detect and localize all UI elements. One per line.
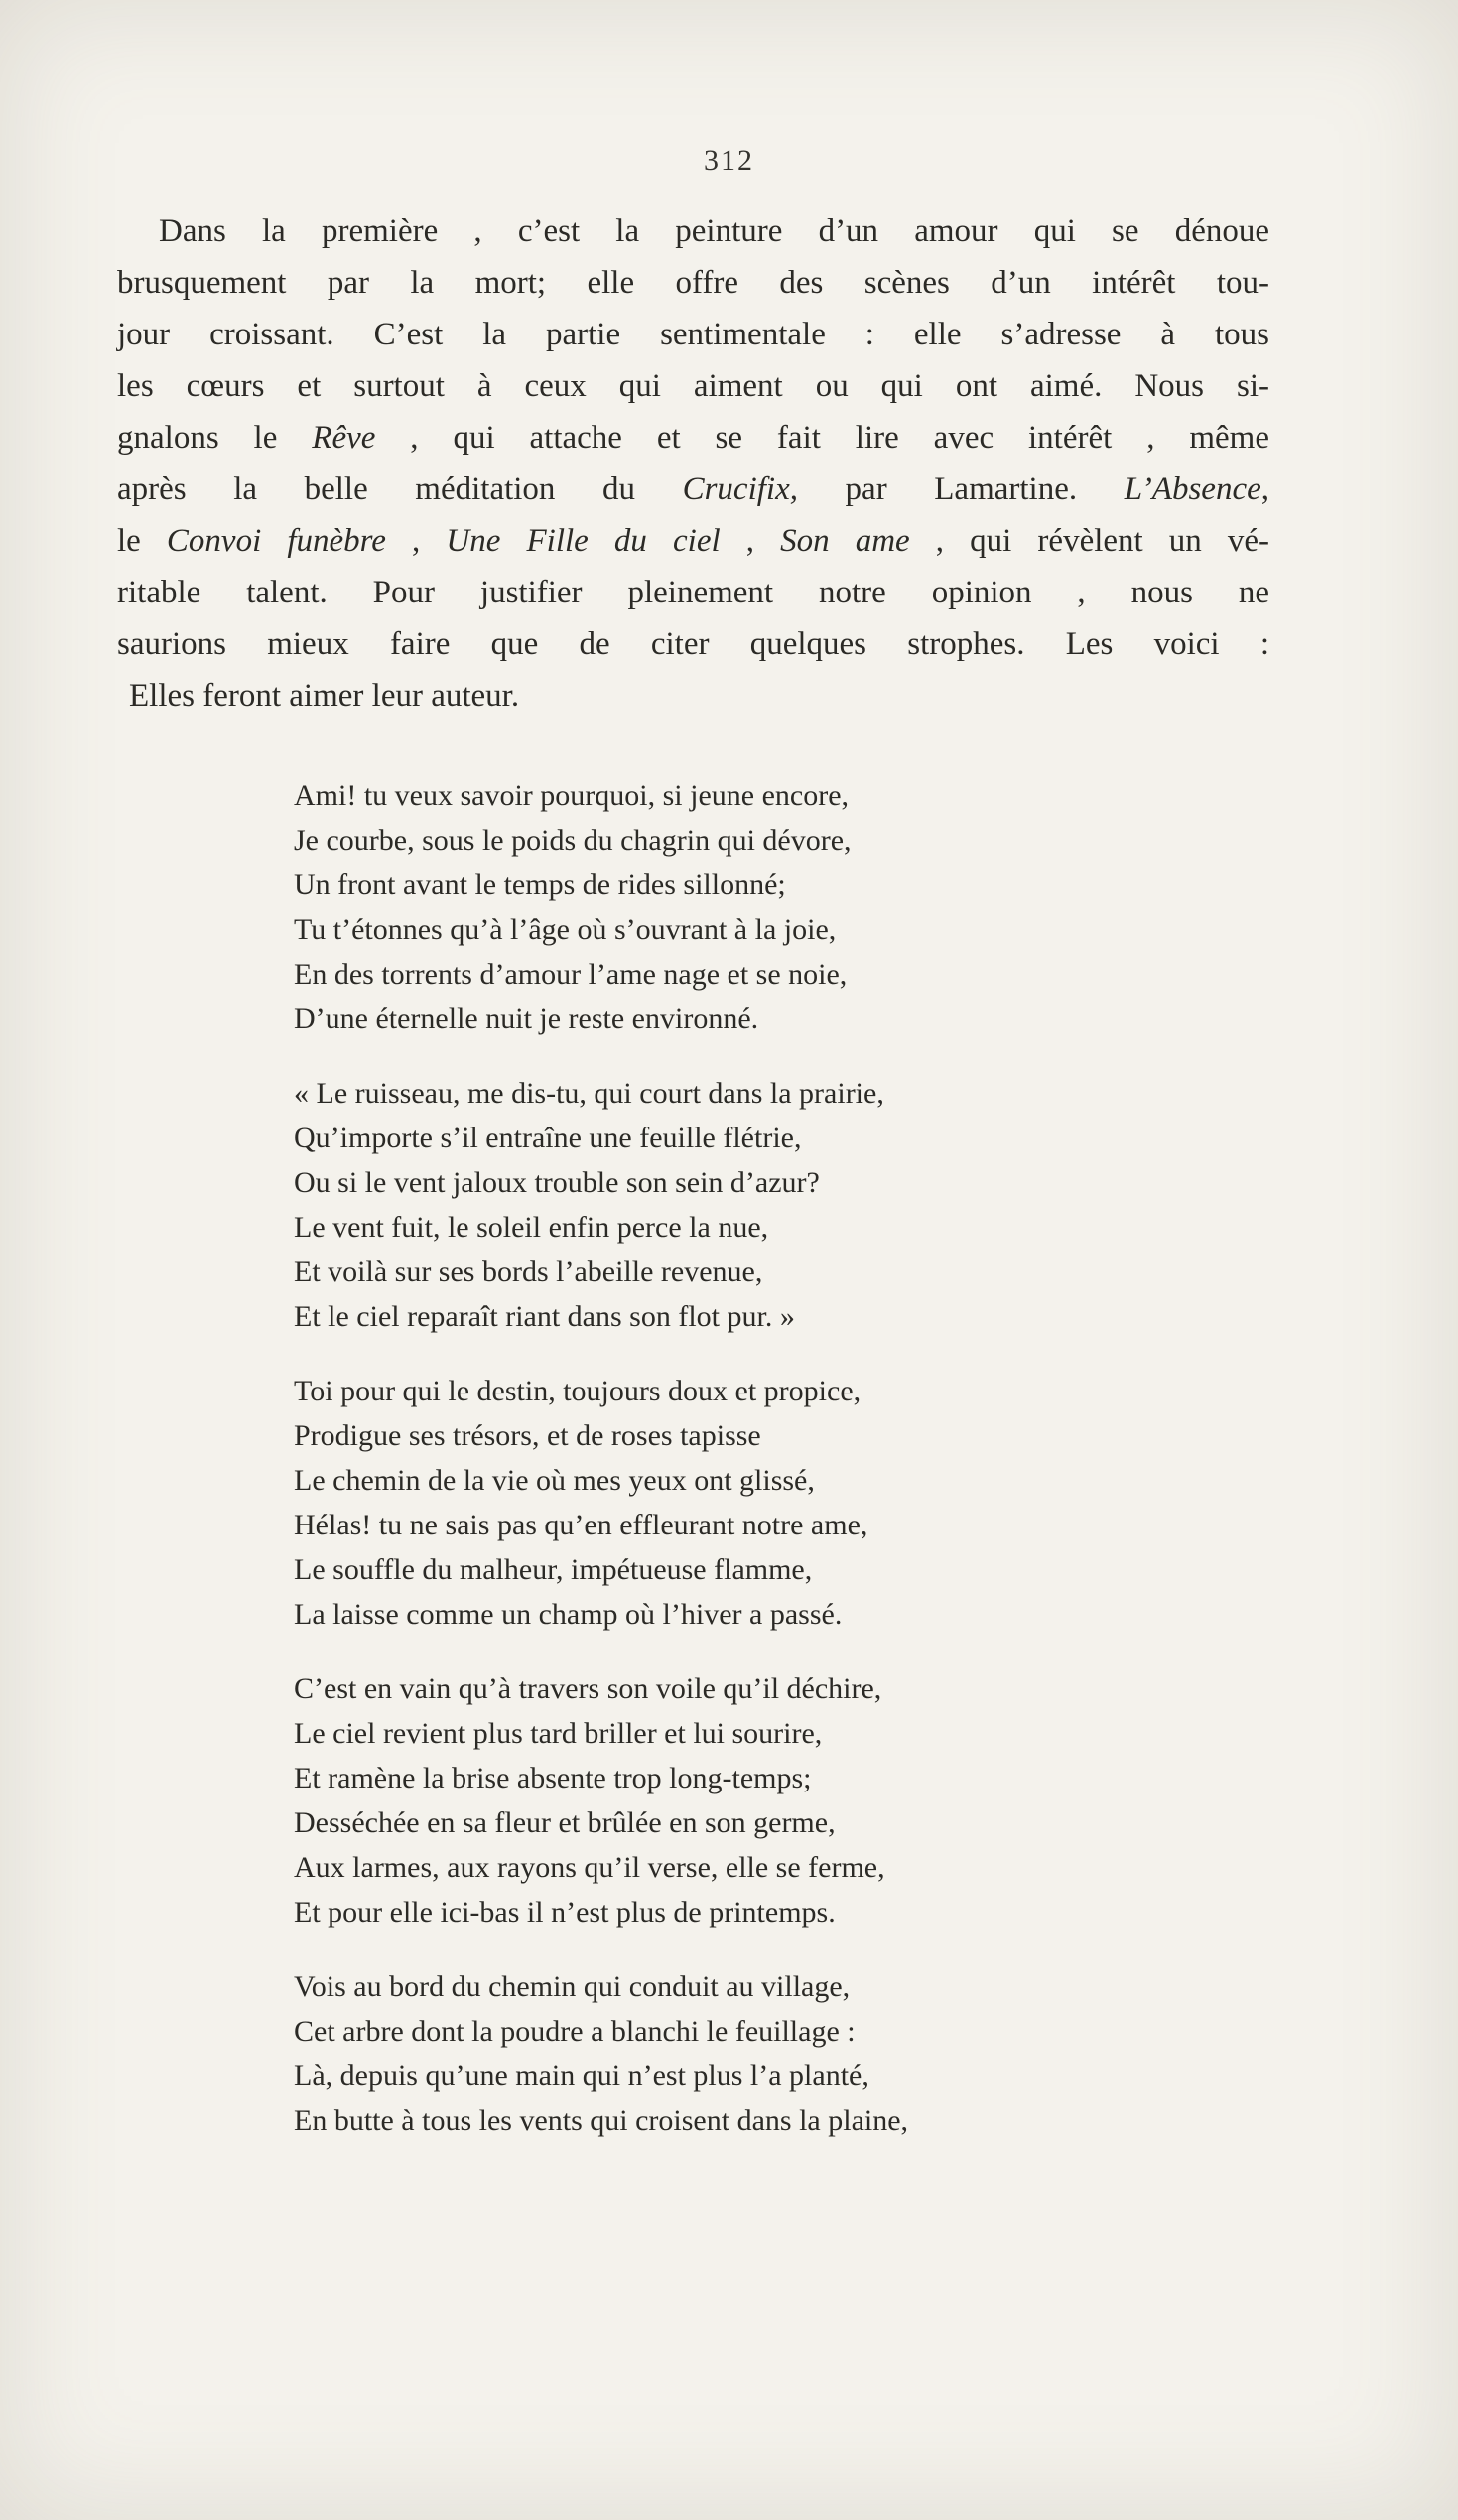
work-title-italic: Son ame xyxy=(780,523,910,559)
prose-line xyxy=(117,618,1269,670)
verse-line: Cet arbre dont la poudre a blanchi le feuillage : xyxy=(294,2015,856,2048)
stanza xyxy=(294,773,1458,1041)
prose-line xyxy=(117,515,1269,567)
verse-line: Ou si le vent jaloux trouble son sein d’azur? xyxy=(294,1166,820,1199)
verse-line: Le vent fuit, le soleil enfin perce la nue, xyxy=(294,1211,769,1244)
verse-line: Toi pour qui le destin, toujours doux et propice, xyxy=(294,1375,862,1407)
verse-line: « Le ruisseau, me dis-tu, qui court dans la prairie, xyxy=(294,1077,884,1110)
prose-text: après la belle méditation du xyxy=(117,471,683,507)
verse-line: Prodigue ses trésors, et de roses tapisse xyxy=(294,1419,761,1452)
prose-text: brusquement par la mort; elle offre des scènes d’un intérêt tou- xyxy=(117,265,1269,301)
prose-text: , xyxy=(720,523,781,559)
work-title-italic: Rêve xyxy=(312,420,376,456)
verse-line: Et voilà sur ses bords l’abeille revenue, xyxy=(294,1256,763,1288)
verse-line: C’est en vain qu’à travers son voile qu’il déchire, xyxy=(294,1672,882,1705)
prose-line xyxy=(117,205,1269,257)
verse-line: Je courbe, sous le poids du chagrin qui dévore, xyxy=(294,824,852,857)
prose-text: Elles feront aimer leur auteur. xyxy=(129,678,520,714)
prose-text: jour croissant. C’est la partie sentimentale : elle s’adresse à tous xyxy=(117,317,1269,352)
prose-line xyxy=(117,464,1269,515)
verse-line: Ami! tu veux savoir pourquoi, si jeune encore, xyxy=(294,779,850,812)
verse-line: Desséchée en sa fleur et brûlée en son germe, xyxy=(294,1806,836,1839)
poem xyxy=(294,773,1458,2143)
work-title-italic: Une Fille du ciel xyxy=(446,523,721,559)
work-title-italic: Crucifix, xyxy=(682,471,798,507)
verse-line: Tu t’étonnes qu’à l’âge où s’ouvrant à la joie, xyxy=(294,913,837,946)
prose-text: Dans la première , c’est la peinture d’un amour qui se dénoue xyxy=(159,213,1269,249)
prose-text: , xyxy=(1260,471,1269,507)
prose-line xyxy=(117,567,1269,618)
verse-line: La laisse comme un champ où l’hiver a passé. xyxy=(294,1598,843,1631)
verse-line: Le souffle du malheur, impétueuse flamme, xyxy=(294,1553,813,1586)
prose-text: par Lamartine. xyxy=(797,471,1125,507)
prose-text: , qui révèlent un vé- xyxy=(909,523,1270,559)
prose-text: gnalons le xyxy=(117,420,313,456)
prose-paragraph xyxy=(117,205,1269,722)
stanza xyxy=(294,1071,1458,1339)
stanza xyxy=(294,1666,1458,1934)
work-title-italic: Convoi funèbre xyxy=(166,523,386,559)
verse-line: Vois au bord du chemin qui conduit au village, xyxy=(294,1970,851,2003)
verse-line: Le ciel revient plus tard briller et lui sourire, xyxy=(294,1717,823,1750)
stanza xyxy=(294,1964,1458,2143)
prose-text: le xyxy=(117,523,167,559)
stanza xyxy=(294,1369,1458,1637)
verse-line: En butte à tous les vents qui croisent dans la plaine, xyxy=(294,2104,909,2137)
prose-text: saurions mieux faire que de citer quelques strophes. Les voici : xyxy=(117,626,1269,662)
verse-line: En des torrents d’amour l’ame nage et se noie, xyxy=(294,958,848,991)
verse-line: Qu’importe s’il entraîne une feuille flétrie, xyxy=(294,1122,802,1154)
verse-line: Le chemin de la vie où mes yeux ont glissé, xyxy=(294,1464,815,1497)
prose-line xyxy=(117,412,1269,464)
verse-line: Et pour elle ici-bas il n’est plus de printemps. xyxy=(294,1896,836,1928)
prose-text: , qui attache et se fait lire avec intérêt , même xyxy=(375,420,1269,456)
prose-text: les cœurs et surtout à ceux qui aiment ou qui ont aimé. Nous si- xyxy=(117,368,1269,404)
verse-line: Et le ciel reparaît riant dans son flot pur. » xyxy=(294,1300,795,1333)
prose-line xyxy=(117,360,1269,412)
verse-line: D’une éternelle nuit je reste environné. xyxy=(294,1002,759,1035)
prose-line xyxy=(117,257,1269,309)
verse-line: Hélas! tu ne sais pas qu’en effleurant notre ame, xyxy=(294,1509,868,1541)
verse-line: Un front avant le temps de rides sillonné; xyxy=(294,868,786,901)
prose-text: ritable talent. Pour justifier pleinement notre opinion , nous ne xyxy=(117,575,1269,610)
verse-line: Aux larmes, aux rayons qu’il verse, elle se ferme, xyxy=(294,1851,885,1884)
verse-line: Là, depuis qu’une main qui n’est plus l’a planté, xyxy=(294,2059,869,2092)
prose-line xyxy=(117,309,1269,360)
prose-line xyxy=(117,670,1269,722)
verse-line: Et ramène la brise absente trop long-temps; xyxy=(294,1762,812,1794)
prose-text: , xyxy=(385,523,447,559)
work-title-italic: L’Absence xyxy=(1124,471,1261,507)
page-number: 312 xyxy=(704,144,754,177)
